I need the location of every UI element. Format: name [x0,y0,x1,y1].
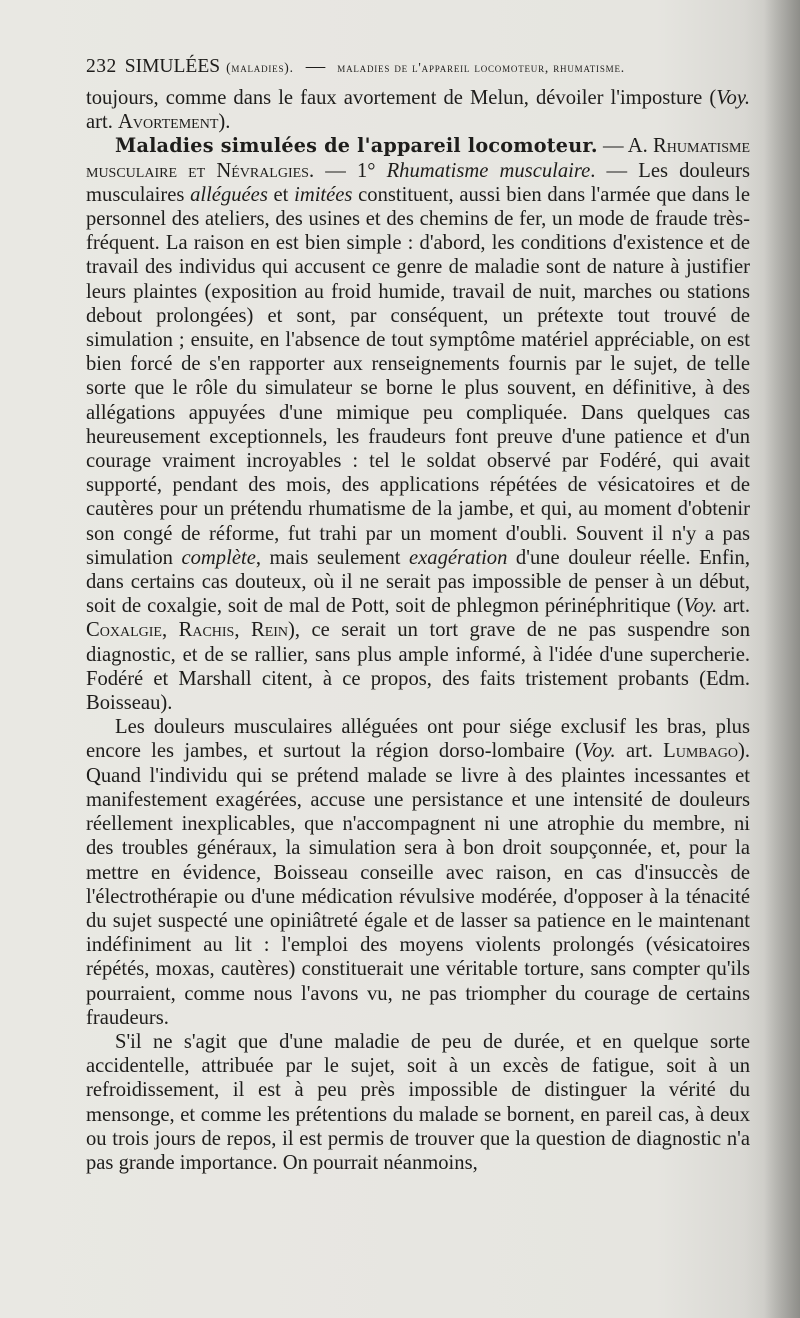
paragraph-2: Maladies simulées de l'appareil locomoteur. — A. Rhumatisme musculaire et Névralgies. — 1° Rhumatisme musculaire. — Les douleurs musculaires alléguées et imitées constituent, aussi bien dans l'armée que dans le personnel des ateliers, des usines et des chemins de fer, un mode de fraude très-fréquent. La raison en est bien simple : d'abord, les conditions d'existence et de travail des individus qui accusent ce genre de maladie sont de nature à justifier leurs plaintes (exposition au froid humide, travail de nuit, marches ou stations debout prolongées) et sont, par conséquent, un prétexte tout trouvé de simulation ; ensuite, en l'absence de tout symptôme matériel appréciable, on est bien forcé de s'en rapporter aux renseignements fournis par le sujet, de telle sorte que le rôle du simulateur se borne le plus souvent, en définitive, à des allégations appuyées d'une mimique peu compliquée. Dans quelques cas heureusement exceptionnels, les fraudeurs font preuve d'une patience et d'un courage vraiment incroyables : tel le soldat observé par Fodéré, qui avait supporté, pendant des mois, des applications répétées de vésicatoires et de cautères pour un prétendu rhumatisme de la jambe, et qui, au moment d'obtenir son congé de réforme, fut trahi par un moment d'oubli. Souvent il n'y a pas simulation complète, mais seulement exagération d'une douleur réelle. Enfin, dans certains cas douteux, où il ne serait pas impossible de penser à un début, soit de coxalgie, soit de mal de Pott, soit de phlegmon périnéphritique (Voy. art. Coxalgie, Rachis, Rein), ce serait un tort grave de ne pas suspendre son diagnostic, et de se rallier, sans plus ample informé, à l'idée d'une supercherie. Fodéré et Marshall citent, à ce propos, des faits tristement probants (Edm. Boisseau). [86,134,751,715]
paragraph-4: S'il ne s'agit que d'une maladie de peu de durée, et en quelque sorte accidentelle, attribuée par le sujet, soit à un excès de fatigue, soit à un refroidissement, il est à peu près impossible de distinguer la vérité du mensonge, et comme les prétentions du malade se bornent, en pareil cas, à deux ou trois jours de repos, il est permis de trouver que la question de diagnostic n'a pas grande importance. On pourrait néanmoins, [86,1030,750,1174]
header-title: SIMULÉES [124,56,221,77]
page-body [86,86,750,1175]
paragraph-1: toujours, comme dans le faux avortement de Melun, dévoiler l'imposture (Voy. art. Avortement). [86,87,750,134]
page-number: 232 [86,56,117,77]
cross-reference: Lumbago [663,740,738,763]
running-header [86,54,750,81]
cross-reference: Rein [250,619,289,642]
header-running-head: maladies de l'appareil locomoteur, rhumatisme. [337,60,625,75]
section-heading: Maladies simulées de l'appareil locomoteur. [115,134,598,158]
cross-reference: Rachis [178,619,235,642]
subsection-title: Rhumatisme musculaire et Névralgies [86,135,750,182]
subsubsection-title: Rhumatisme musculaire [386,159,591,182]
cross-reference: Avortement [118,111,219,134]
paragraph-3: Les douleurs musculaires alléguées ont pour siége exclusif les bras, plus encore les jambes, et surtout la région dorso-lombaire (Voy. art. Lumbago). Quand l'individu qui se prétend malade se livre à des plaintes incessantes et manifestement exagérées, accuse une persistance et une intensité de douleurs réellement inexplicables, que n'accompagnent ni une atrophie du membre, ni des troubles généraux, la simulation sera à bon droit soupçonnée, et, pour la mettre en évidence, Boisseau conseille avec raison, en cas d'insuccès de l'électrothérapie ou d'une médication révulsive modérée, d'opposer à la ténacité du sujet suspecté une opiniâtreté égale et de lasser sa patience en le maintenant indéfiniment au lit : l'emploi des moyens violents prolongés (vésicatoires répétés, moxas, cautères) constituerait une véritable torture, sans compter qu'ils pourraient, comme nous l'avons vu, ne pas triompher du courage de certains fraudeurs. [86,716,750,1029]
cross-reference: Coxalgie [86,619,162,642]
page-gutter-shadow [764,0,800,1318]
header-subtitle: (maladies). [226,60,294,75]
header-separator: — [305,56,326,77]
